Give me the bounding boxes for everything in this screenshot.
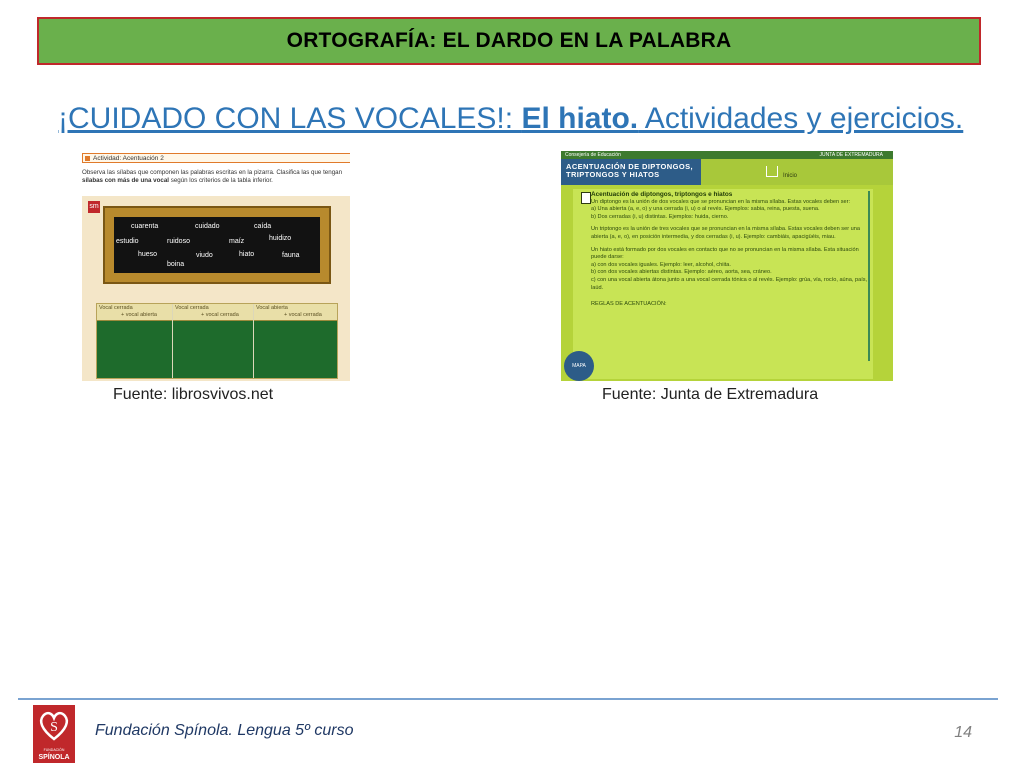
column-header-line2: + vocal cerrada [284,312,322,318]
board-word[interactable]: fauna [282,252,300,259]
footer-text: Fundación Spínola. Lengua 5º curso [95,722,354,739]
triptongo-def: Un triptongo es la unión de tres vocales que se pronuncian en la misma sílaba. Estas vocales deben ser una abierta (a, e, o), en posición intermedia, y dos cerradas (i, u). Ejemplo: cambiáis, apacigüéis, miau. [591,226,860,240]
lesson-text [591,191,871,309]
column-header-line2: + vocal abierta [121,312,157,318]
home-icon[interactable] [766,166,778,177]
hiato-c: c) con una vocal abierta átona junto a una vocal cerrada tónica o al revés. Ejemplo: grúa, vía, rocío, aúna, país, laúd. [591,276,868,291]
fundacion-spinola-logo [33,705,75,763]
board-word[interactable]: caída [254,223,272,230]
lesson-title-line1: ACENTUACIÓN DE DIPTONGOS, [566,162,693,171]
logo-spinola: SPÍNOLA [38,754,70,761]
hiato-b: b) con dos vocales abiertas distintas. Ejemplo: aéreo, aorta, sea, cráneo. [591,269,772,276]
board-word[interactable]: maíz [229,238,245,245]
footer-divider [18,698,998,700]
diptongo-b: b) Dos cerradas (i, u) distintas. Ejemplos: huida, cierno. [591,213,729,220]
mapa-button[interactable]: MAPA [564,351,594,381]
extremadura-screenshot [561,151,893,381]
table-column[interactable] [254,304,337,378]
slide-subtitle [58,102,963,136]
subtitle-bold: El hiato. [521,102,639,135]
column-header-line1: Vocal abierta [256,305,288,311]
lesson-heading: Acentuación de diptongos, triptongos e hiatos [591,191,733,198]
table-column[interactable] [173,304,254,378]
page-number: 14 [954,724,972,741]
board-word[interactable]: boina [167,261,185,268]
board-word[interactable]: estudio [116,238,139,245]
column-header-line1: Vocal cerrada [175,305,209,311]
instructions-bold: sílabas con más de una vocal [82,177,170,184]
scrollbar[interactable] [868,191,870,361]
slide-header [37,17,981,65]
column-header [254,304,337,321]
heart-icon [33,705,75,745]
logo-fundacion: FUNDACIÓN [43,748,65,752]
board-word[interactable]: hueso [138,251,158,258]
librosvivos-screenshot [82,151,350,381]
inicio-link[interactable]: Inicio [783,173,798,179]
sm-logo: sm [88,201,100,213]
chalkboard [114,217,320,273]
board-word[interactable]: cuarenta [131,223,159,230]
caption-right: Fuente: Junta de Extremadura [602,386,819,403]
hiato-a: a) con dos vocales iguales. Ejemplo: leer, alcohol, chiita. [591,261,731,268]
subtitle-lead: ¡CUIDADO CON LAS VOCALES!: [58,102,522,135]
activity-title: Actividad: Acentuación 2 [82,153,350,163]
diptongo-a: a) Una abierta (a, e, o) y una cerrada (i, u) o al revés. Ejemplos: sabia, reina, puesta, suena. [591,206,820,213]
column-header [97,304,172,321]
document-icon [581,192,591,204]
reglas-link[interactable]: REGLAS DE ACENTUACIÓN: [591,301,667,308]
table-column[interactable] [97,304,173,378]
column-header-line1: Vocal cerrada [99,305,133,311]
diptongo-def: Un diptongo es la unión de dos vocales que se pronuncian en la misma sílaba. Estas vocales deben ser: [591,198,851,205]
column-header [173,304,253,321]
lesson-title [566,163,693,179]
junta-label: JUNTA DE EXTREMADURA [819,152,883,158]
board-word[interactable]: hiato [239,251,255,258]
instructions-text: Observa las sílabas que componen las palabras escritas en la pizarra. Clasifica las que tengan [82,169,343,176]
header-nav-area [701,159,893,185]
slide-title: ORTOGRAFÍA: EL DARDO EN LA PALABRA [286,29,732,52]
subtitle-tail: Actividades y ejercicios. [638,102,964,135]
column-header-line2: + vocal cerrada [201,312,239,318]
consejeria-label: Consejería de Educación [565,152,621,158]
activity-instructions [82,169,350,185]
svg-text:S: S [50,720,58,735]
instructions-text-end: según los criterios de la tabla inferior. [169,177,273,184]
top-strip [561,151,893,159]
hiato-def: Un hiato está formado por dos vocales en contacto que no se pronuncian en la misma sílaba. Esta situación puede darse: [591,246,859,261]
board-word[interactable]: ruidoso [167,238,190,245]
board-word[interactable]: cuidado [195,223,220,230]
board-word[interactable]: viudo [196,252,213,259]
caption-left: Fuente: librosvivos.net [113,386,274,403]
classification-table [96,303,338,379]
chalkboard-frame [103,206,331,284]
lesson-title-line2: TRIPTONGOS Y HIATOS [566,170,660,179]
board-word[interactable]: huidizo [269,235,292,242]
board-area [82,196,350,381]
lesson-header [561,159,893,185]
